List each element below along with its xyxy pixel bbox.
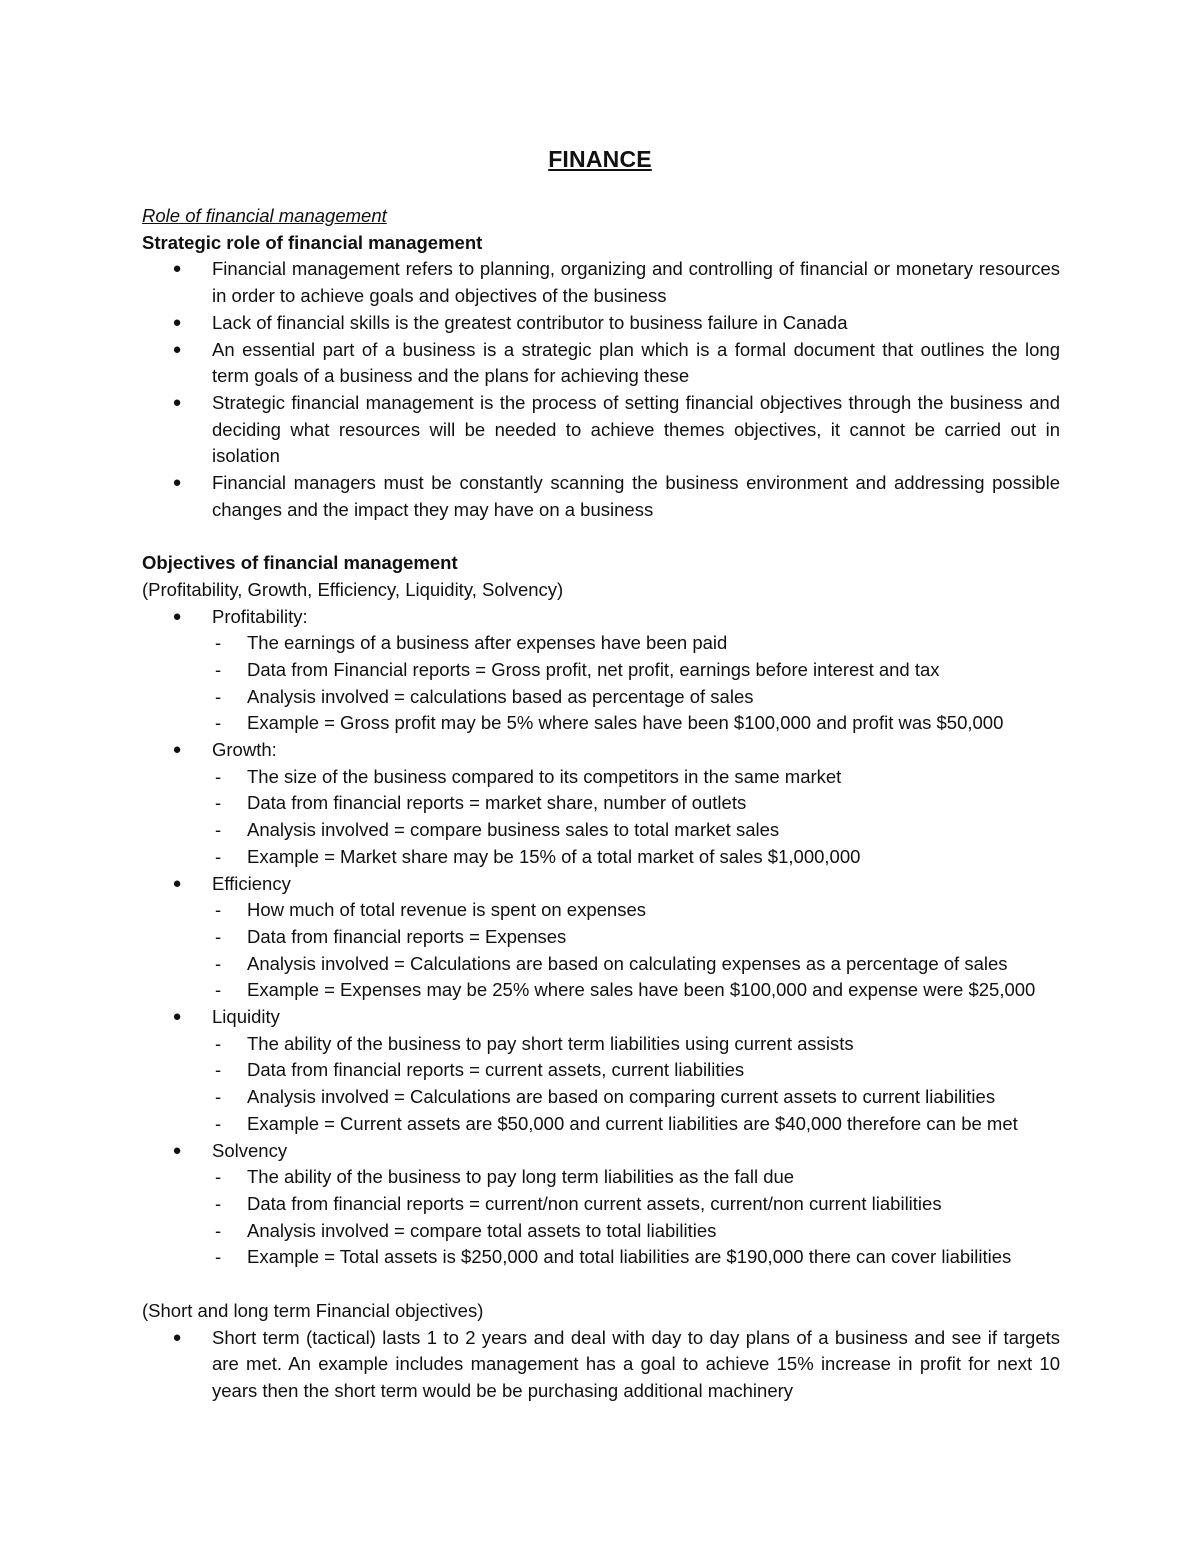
bullet-icon: ● [172,1008,182,1026]
list-item: - Analysis involved = compare total assets to total liabilities [247,1218,1060,1245]
objective-points [212,1031,1060,1138]
list-item: - Analysis involved = calculations based as percentage of sales [247,684,1060,711]
bullet-icon: ● [172,393,182,411]
dash-icon: - [215,712,222,734]
list-item: - Data from financial reports = current assets, current liabilities [247,1057,1060,1084]
bullet-icon: ● [172,741,182,759]
list-item: - Example = Total assets is $250,000 and total liabilities are $190,000 there can cover liabilities [247,1244,1060,1271]
objective-label: Growth: [212,739,277,761]
list-item: - Data from financial reports = market share, number of outlets [247,790,1060,817]
bullet-icon: ● [172,1328,182,1346]
objective-label: Efficiency [212,872,291,894]
list-item: - The earnings of a business after expenses have been paid [247,630,1060,657]
strategic-role-list [142,256,1060,523]
objective-item-solvency [172,1138,1060,1272]
objective-points [212,764,1060,871]
dash-icon: - [215,1246,222,1268]
page-title: FINANCE [548,146,652,172]
dash-icon: - [215,632,222,654]
list-item: - Example = Gross profit may be 5% where sales have been $100,000 and profit was $50,000 [247,710,1060,737]
spacer [142,523,1060,550]
list-item: - The ability of the business to pay long term liabilities as the fall due [247,1164,1060,1191]
list-item: - How much of total revenue is spent on expenses [247,897,1060,924]
list-item: - Analysis involved = Calculations are based on comparing current assets to current liabilities [247,1084,1060,1111]
list-item: ● Financial management refers to planning, organizing and controlling of financial or monetary resources in order to achieve goals and objectives of the business [172,258,1060,307]
spacer [142,1271,1060,1298]
dash-icon: - [215,792,222,814]
objective-points [212,630,1060,737]
objective-points [212,1164,1060,1271]
bullet-icon: ● [172,340,182,358]
objective-item-growth [172,737,1060,871]
dash-icon: - [215,1166,222,1188]
list-item: - Example = Current assets are $50,000 and current liabilities are $40,000 therefore can be met [247,1111,1060,1138]
list-item: ● An essential part of a business is a strategic plan which is a formal document that outlines the long term goals of a business and the plans for achieving these [172,338,1060,387]
list-item: - Example = Expenses may be 25% where sales have been $100,000 and expense were $25,000 [247,977,1060,1004]
dash-icon: - [215,899,222,921]
bullet-icon: ● [172,474,182,492]
list-item: - Data from financial reports = current/non current assets, current/non current liabilities [247,1191,1060,1218]
document-body [142,203,1060,1405]
list-item: - The ability of the business to pay short term liabilities using current assists [247,1031,1060,1058]
dash-icon: - [215,1219,222,1241]
list-item: ● Strategic financial management is the process of setting financial objectives through the business and deciding what resources will be needed to achieve themes objectives, it cannot be carried out in isolation [172,391,1060,467]
list-item: - Data from financial reports = Expenses [247,924,1060,951]
dash-icon: - [215,1059,222,1081]
list-item: - Analysis involved = Calculations are based on calculating expenses as a percentage of sales [247,951,1060,978]
objective-item-liquidity [172,1004,1060,1138]
dash-icon: - [215,1032,222,1054]
list-item: - Example = Market share may be 15% of a total market of sales $1,000,000 [247,844,1060,871]
dash-icon: - [215,765,222,787]
short-long-term-subtitle: (Short and long term Financial objectives) [142,1299,484,1321]
list-item: ● Lack of financial skills is the greatest contributor to business failure in Canada [212,310,1060,337]
short-long-term-list [142,1325,1060,1405]
dash-icon: - [215,658,222,680]
dash-icon: - [215,925,222,947]
objective-label: Liquidity [212,1006,280,1028]
bullet-icon: ● [172,874,182,892]
section-heading-role: Role of financial management [142,205,387,226]
subheading-strategic-role: Strategic role of financial management [142,231,483,253]
bullet-icon: ● [172,607,182,625]
bullet-icon: ● [172,260,182,278]
objective-label: Solvency [212,1139,288,1161]
dash-icon: - [215,1086,222,1108]
list-item: - The size of the business compared to its competitors in the same market [247,764,1060,791]
objective-points [212,897,1060,1004]
section-heading-objectives: Objectives of financial management [142,552,458,574]
dash-icon: - [215,819,222,841]
objective-label: Profitability: [212,605,308,627]
dash-icon: - [215,979,222,1001]
dash-icon: - [215,685,222,707]
dash-icon: - [215,952,222,974]
list-item: ● Financial managers must be constantly scanning the business environment and addressing possible changes and the impact they may have on a business [172,472,1060,520]
objective-item-profitability [172,604,1060,738]
objectives-subtitle: (Profitability, Growth, Efficiency, Liquidity, Solvency) [142,578,564,600]
list-item: - Data from Financial reports = Gross profit, net profit, earnings before interest and tax [247,657,1060,684]
dash-icon: - [215,1112,222,1134]
bullet-icon: ● [172,313,182,331]
list-item: ● Short term (tactical) lasts 1 to 2 years and deal with day to day plans of a business and see if targets are met. An example includes management has a goal to achieve 15% increase in profit for next 10 years then the short term would be be purchasing additional machinery [172,1326,1060,1401]
objectives-list [142,604,1060,1272]
bullet-icon: ● [172,1141,182,1159]
objective-item-efficiency [172,871,1060,1005]
dash-icon: - [215,1193,222,1214]
list-item: - Analysis involved = compare business sales to total market sales [247,817,1060,844]
dash-icon: - [215,845,222,867]
